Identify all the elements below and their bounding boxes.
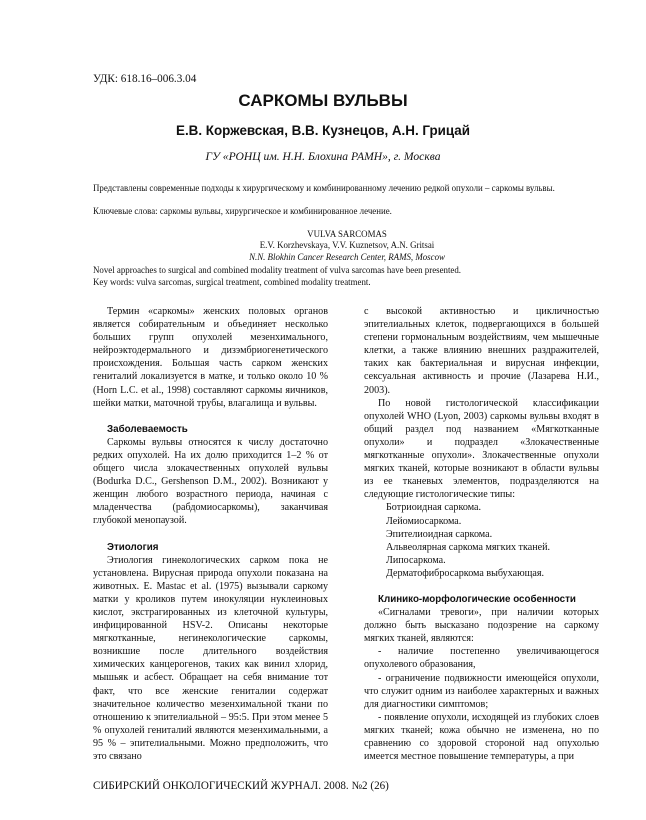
list-item: Дерматофибросаркома выбухающая.: [386, 567, 545, 579]
list-item: Альвеолярная саркома мягких тканей.: [386, 541, 550, 553]
list-item: Ботриоидная саркома.: [386, 502, 482, 514]
english-authors: E.V. Korzhevskaya, V.V. Kuznetsov, A.N. Gritsai: [259, 240, 435, 251]
journal-footer: СИБИРСКИЙ ОНКОЛОГИЧЕСКИЙ ЖУРНАЛ. 2008. №2 (26): [93, 780, 389, 792]
left-column: [93, 305, 328, 763]
list-item: Липосаркома.: [386, 554, 446, 566]
right-column: [364, 305, 599, 763]
tumor-types-list: [364, 501, 599, 580]
abstract-ru: Представлены современные подходы к хирургическому и комбинированному лечению редкой опухоли – саркомы вульвы.: [93, 183, 555, 193]
udk-code: УДК: 618.16–006.3.04: [93, 73, 197, 85]
classification-paragraph: По новой гистологической классификации опухолей WHO (Lyon, 2003) саркомы вульвы входят в общий раздел под названием «Мягкотканные опухоли» и подраздел «Злокачественные мягкотканные опухоли». Злокачественные опухоли мягких тканей, которые возникают в области вульвы из ее тканевых элементов, подразделяются на следующие гистологические типы:: [364, 397, 599, 501]
intro-paragraph: Термин «саркомы» женских половых органов является собирательным и объединяет несколько больших групп опухолей мезенхимального, нейроэктодермального и дизэмбриогенетического происхождения. Большая часть сарком женских гениталий локализуется в матке, и только около 10 % (Horn L.C. et al., 1998) составляют саркомы яичников, шейки матки, маточной трубы, влагалища и вульвы.: [93, 306, 328, 409]
article-title: САРКОМЫ ВУЛЬВЫ: [238, 91, 408, 110]
authors: Е.В. Коржевская, В.В. Кузнецов, А.Н. Грицай: [176, 123, 470, 138]
sign-item: - появление опухоли, исходящей из глубоких слоев мягких тканей; кожа обычно не изменена, но по сравнению со здоровой стороной над опухолью имеется местное повышение температуры, а при: [364, 711, 599, 763]
abstract-en: Novel approaches to surgical and combined modality treatment of vulva sarcomas have been presented.: [93, 265, 462, 275]
english-header: [93, 229, 601, 263]
continuation-paragraph: с высокой активностью и цикличностью эпителиальных клеток, подвергающихся в большей степени гормональным воздействиям, чем мышечные клетки, а также влиянию внешних раздражителей, таких как бактериальная и вирусная инфекции, сексуальная активность и прочие (Лазарева Н.И., 2003).: [364, 306, 599, 396]
list-item: Эпителиоидная саркома.: [386, 528, 493, 540]
keywords-en: Key words: vulva sarcomas, surgical treatment, combined modality treatment.: [93, 277, 371, 287]
sign-item: - ограничение подвижности имеющейся опухоли, что служит одним из наиболее характерных и важных для диагностики симптомов;: [364, 672, 599, 710]
affiliation: ГУ «РОНЦ им. Н.Н. Блохина РАМН», г. Москва: [205, 150, 441, 163]
english-affiliation: N.N. Blokhin Cancer Research Center, RAMS, Moscow: [249, 251, 445, 262]
etiology-paragraph: Этиология гинекологических сарком пока не установлена. Вирусная природа опухоли показана на животных. E. Mastac et al. (1975) вызывали саркому матки у кроликов путем инокуляции нуклеиновых кислот, экстрагированных из клеточной культуры, инфицированной HSV-2. Описаны некоторые мягкотканные, негинекологические саркомы, возникшие после длительного воздействия химических канцерогенов, таких как винил хлорид, мышьяк и асбест. Обращает на себя внимание тот факт, что все женские гениталии содержат значительное количество мезенхимальной ткани по отношению к эпителиальной – 95:5. При этом менее 5 % опухолей гениталий являются мезенхимальными, а 95 % – эпителиальными. Можно предположить, что это связано: [93, 554, 328, 762]
section-heading-clinical: Клинико-морфологические особенности: [378, 593, 576, 605]
clinical-intro: «Сигналами тревоги», при наличии которых должно быть высказано подозрение на саркому мягких тканей, являются:: [364, 607, 599, 645]
english-title: VULVA SARCOMAS: [307, 229, 387, 239]
incidence-paragraph: Саркомы вульвы относятся к числу достаточно редких опухолей. На их долю приходится 1–2 % от общего числа злокачественных опухолей вульвы (Bodurka D.C., Gershenson D.M., 2002). Возникают у женщин любого возрастного периода, начиная с младенчества (рабдомиосаркомы), заканчивая глубокой менопаузой.: [93, 436, 328, 527]
section-heading-etiology: Этиология: [107, 541, 159, 553]
sign-item: - наличие постепенно увеличивающегося опухолевого образования,: [364, 646, 599, 671]
list-item: Лейомиосаркома.: [386, 515, 462, 527]
section-heading-incidence: Заболеваемость: [107, 423, 188, 435]
keywords-ru: Ключевые слова: саркомы вульвы, хирургическое и комбинированное лечение.: [93, 206, 392, 216]
